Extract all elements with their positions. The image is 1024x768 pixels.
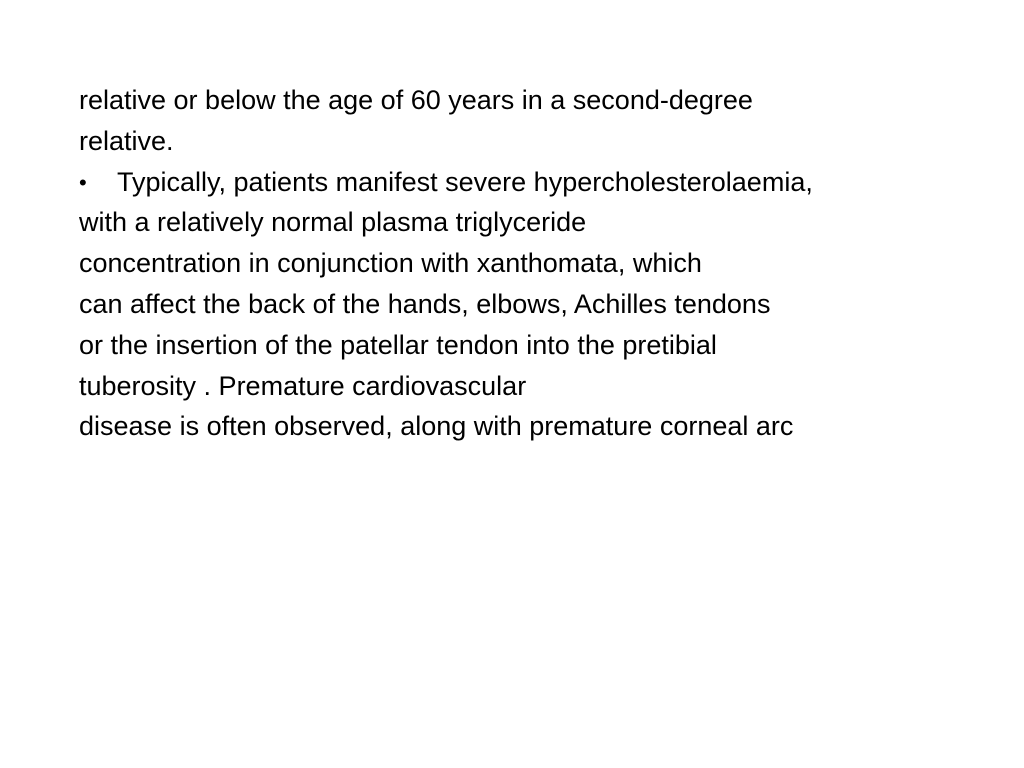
text-line: with a relatively normal plasma triglyceride xyxy=(79,207,587,238)
text-line: or the insertion of the patellar tendon into the pretibial xyxy=(79,329,717,360)
text-line: can affect the back of the hands, elbows, Achilles tendons xyxy=(79,288,771,319)
text-line: relative. xyxy=(79,125,174,156)
bullet-icon: • xyxy=(79,169,87,195)
text-line: concentration in conjunction with xanthomata, which xyxy=(79,248,702,279)
slide-body-text xyxy=(79,80,959,447)
bullet-text: Typically, patients manifest severe hypercholesterolaemia, xyxy=(117,166,813,197)
text-line: relative or below the age of 60 years in a second-degree xyxy=(79,85,753,115)
bullet-item xyxy=(79,162,959,203)
text-line: disease is often observed, along with premature corneal arc xyxy=(79,411,794,442)
text-line: tuberosity . Premature cardiovascular xyxy=(79,370,527,401)
